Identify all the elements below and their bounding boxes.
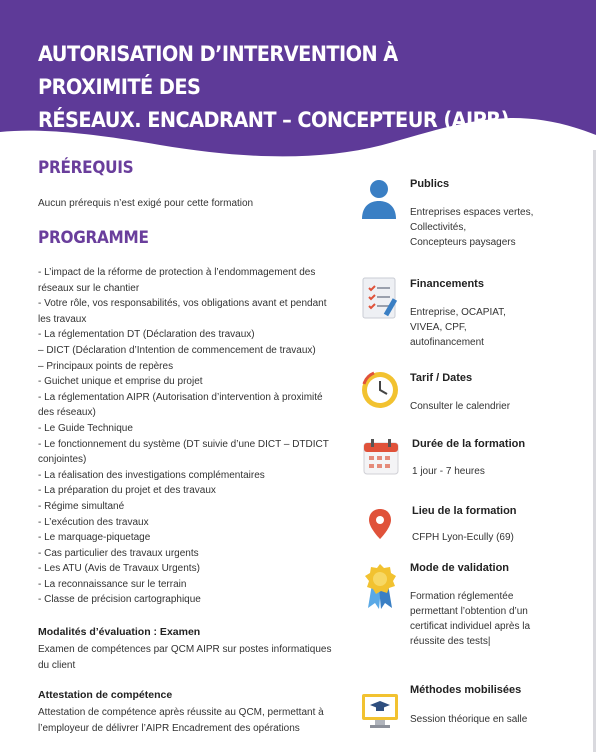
financements-text <box>410 305 560 350</box>
header-banner <box>0 0 596 175</box>
validation-line: Formation réglementée <box>410 591 514 602</box>
publics-line: Collectivités, <box>410 222 467 233</box>
calendar-icon <box>362 438 400 481</box>
validation-line: réussite des tests| <box>410 636 491 647</box>
financements-line: Entreprise, OCAPIAT, <box>410 307 506 318</box>
programme-item: - Le Guide Technique <box>38 422 133 434</box>
programme-item: - Classe de précision cartographique <box>38 594 201 606</box>
attestation-line: Attestation de compétence après réussite au QCM, permettant à <box>38 707 324 718</box>
programme-item: - L’exécution des travaux <box>38 516 149 528</box>
programme-item: - Votre rôle, vos responsabilités, vos obligations avant et pendant <box>38 298 327 310</box>
computer-graduation-icon <box>360 692 400 735</box>
evaluation-title: Modalités d’évaluation : Examen <box>38 626 201 638</box>
publics-line: Entreprises espaces vertes, <box>410 207 534 218</box>
validation-line: permettant l’obtention d’un <box>410 606 528 617</box>
programme-item: - L’impact de la réforme de protection à l’endommagement des <box>38 267 316 278</box>
award-ribbon-icon <box>362 562 398 615</box>
methodes-title: Méthodes mobilisées <box>410 684 522 696</box>
publics-title: Publics <box>410 178 450 190</box>
document-checklist-icon <box>360 276 400 325</box>
title-line-1: AUTORISATION D’INTERVENTION À PROXIMITÉ DES <box>38 42 398 99</box>
programme-item: conjointes) <box>38 454 87 466</box>
evaluation-line: du client <box>38 659 76 671</box>
programme-item: - Les ATU (Avis de Travaux Urgents) <box>38 563 200 575</box>
publics-text <box>410 205 560 250</box>
financements-line: VIVEA, CPF, <box>410 322 467 333</box>
duree-title: Durée de la formation <box>412 438 526 450</box>
lieu-title: Lieu de la formation <box>412 505 517 517</box>
page-title <box>38 38 516 137</box>
programme-item: des réseaux) <box>38 407 96 419</box>
attestation-title: Attestation de compétence <box>38 689 173 701</box>
attestation-text <box>38 705 338 736</box>
programme-item: réseaux sur le chantier <box>38 282 140 294</box>
methodes-line: Session théorique en salle <box>410 714 528 725</box>
programme-item: – DICT (Déclaration d’Intention de commencement de travaux) <box>38 344 316 356</box>
evaluation-line: Examen de compétences par QCM AIPR sur postes informatiques <box>38 644 332 655</box>
validation-line: certificat individuel après la <box>410 621 531 632</box>
clock-icon <box>360 370 400 415</box>
attestation-line: l’employeur de délivrer l’AIPR Encadrement des opérations <box>38 722 300 734</box>
duree-line: 1 jour - 7 heures <box>412 466 485 477</box>
evaluation-text <box>38 642 338 673</box>
financements-line: autofinancement <box>410 337 484 348</box>
programme-item: - Le fonctionnement du système (DT suivie d’une DICT – DTDICT <box>38 438 329 450</box>
programme-list <box>38 265 338 608</box>
financements-title: Financements <box>410 278 484 290</box>
lieu-line: CFPH Lyon-Ecully (69) <box>412 532 514 543</box>
title-line-2: RÉSEAUX. ENCADRANT – CONCEPTEUR (AIPR) <box>38 108 509 132</box>
programme-item: les travaux <box>38 313 87 325</box>
validation-text <box>410 589 560 649</box>
programme-item: - La reconnaissance sur le terrain <box>38 578 187 590</box>
tarif-text <box>410 399 560 414</box>
prerequis-text: Aucun prérequis n’est exigé pour cette formation <box>38 198 254 209</box>
programme-item: - La réglementation AIPR (Autorisation d’intervention à proximité <box>38 391 323 403</box>
validation-title: Mode de validation <box>410 562 510 574</box>
programme-item: - Régime simultané <box>38 500 125 512</box>
publics-line: Concepteurs paysagers <box>410 237 516 248</box>
methodes-text <box>410 712 560 727</box>
programme-item: - Cas particulier des travaux urgents <box>38 547 199 559</box>
duree-text <box>412 464 562 479</box>
programme-item: - Le marquage-piquetage <box>38 532 151 544</box>
programme-item: – Principaux points de repères <box>38 360 174 372</box>
lieu-text <box>412 530 562 545</box>
tarif-line: Consulter le calendrier <box>410 401 511 412</box>
programme-item: - Guichet unique et emprise du projet <box>38 376 203 388</box>
programme-heading: PROGRAMME <box>38 228 149 248</box>
programme-item: - La préparation du projet et des travaux <box>38 485 216 497</box>
tarif-title: Tarif / Dates <box>410 372 473 384</box>
programme-item: - La réalisation des investigations complémentaires <box>38 469 265 481</box>
programme-item: - La réglementation DT (Déclaration des travaux) <box>38 329 255 341</box>
prerequis-heading: PRÉREQUIS <box>38 158 134 178</box>
person-icon <box>360 178 398 225</box>
location-pin-icon <box>368 508 392 545</box>
